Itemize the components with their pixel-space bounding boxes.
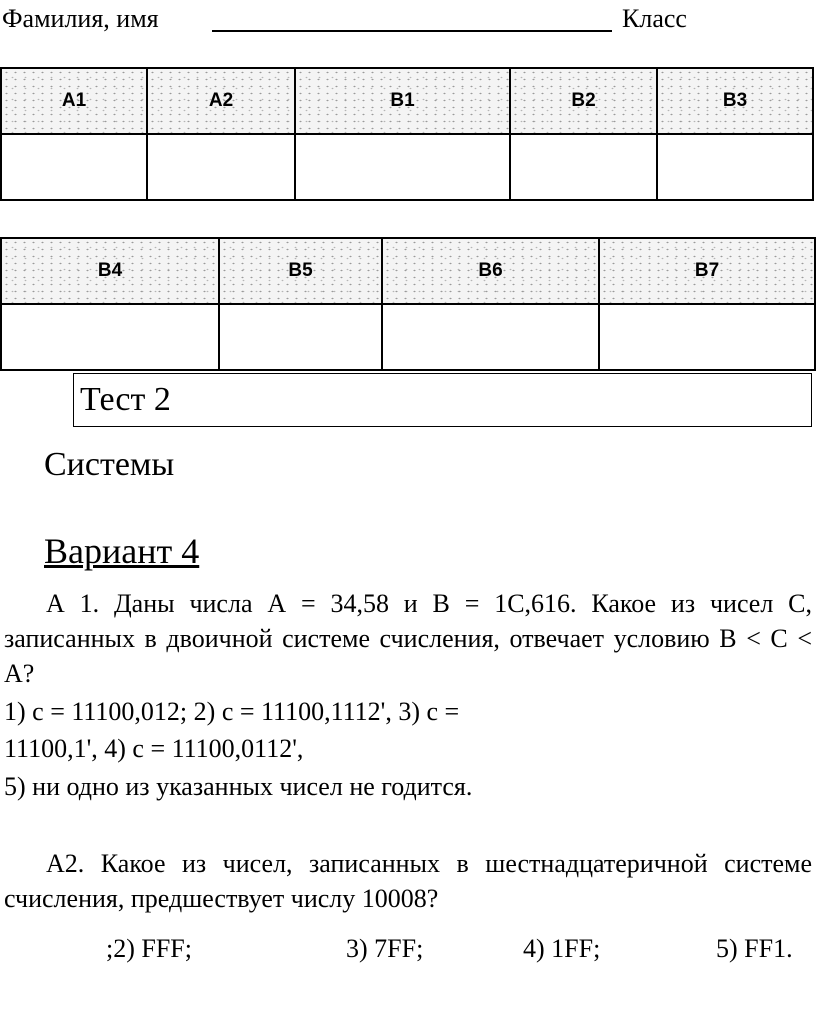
answer-header-b6: B6 — [382, 238, 599, 304]
answer-cell-b2[interactable] — [510, 134, 657, 200]
answer-header-a1: A1 — [1, 68, 147, 134]
question-a1-body: А 1. Даны числа А = 34,58 и В = 1C,616. Какое из чисел С, записанных в двоичной системе счисления, отвечает условию В < С < А? — [4, 589, 812, 688]
question-a2-option-4: 4) 1FF; — [523, 934, 601, 963]
answer-header-b3: B3 — [657, 68, 813, 134]
question-a1-options-line-1: 1) с = 11100,012; 2) с = 11100,1112', 3) с = — [4, 697, 460, 726]
test-title-box — [73, 373, 812, 427]
test-title: Тест 2 — [80, 381, 171, 418]
question-a2-text — [4, 846, 812, 916]
variant-title: Вариант 4 — [44, 531, 200, 571]
answer-cell-b1[interactable] — [295, 134, 510, 200]
answer-cell-b3[interactable] — [657, 134, 813, 200]
answer-cell-b6[interactable] — [382, 304, 599, 370]
answer-cell-b4[interactable] — [1, 304, 219, 370]
student-name-line[interactable] — [212, 30, 612, 32]
topic-title: Системы — [44, 446, 175, 483]
answer-header-b7: B7 — [599, 238, 815, 304]
answer-cell-a1[interactable] — [1, 134, 147, 200]
answer-header-b2: B2 — [510, 68, 657, 134]
question-a2-option-5: 5) FF1. — [716, 934, 793, 963]
question-a1-options-line-2: 11100,1', 4) с = 11100,0112', — [4, 734, 304, 763]
answer-cell-b7[interactable] — [599, 304, 815, 370]
answer-table-1 — [0, 67, 814, 201]
question-a1-options-line-3: 5) ни одно из указанных чисел не годится. — [4, 772, 473, 801]
answer-cell-a2[interactable] — [147, 134, 295, 200]
answer-header-b5: B5 — [219, 238, 382, 304]
question-a2-option-3: 3) 7FF; — [346, 934, 424, 963]
student-name-label: Фамилия, имя — [2, 4, 159, 33]
answer-header-b4: B4 — [1, 238, 219, 304]
answer-header-a2: A2 — [147, 68, 295, 134]
class-label: Класс — [622, 4, 687, 33]
question-a2-body: А2. Какое из чисел, записанных в шестнадцатеричной системе счисления, предшествует числу 10008? — [4, 849, 812, 913]
answer-cell-b5[interactable] — [219, 304, 382, 370]
question-a2-option-2: ;2) FFF; — [106, 934, 192, 963]
answer-table-2 — [0, 237, 816, 371]
answer-header-b1: B1 — [295, 68, 510, 134]
question-a1-text — [4, 586, 812, 691]
